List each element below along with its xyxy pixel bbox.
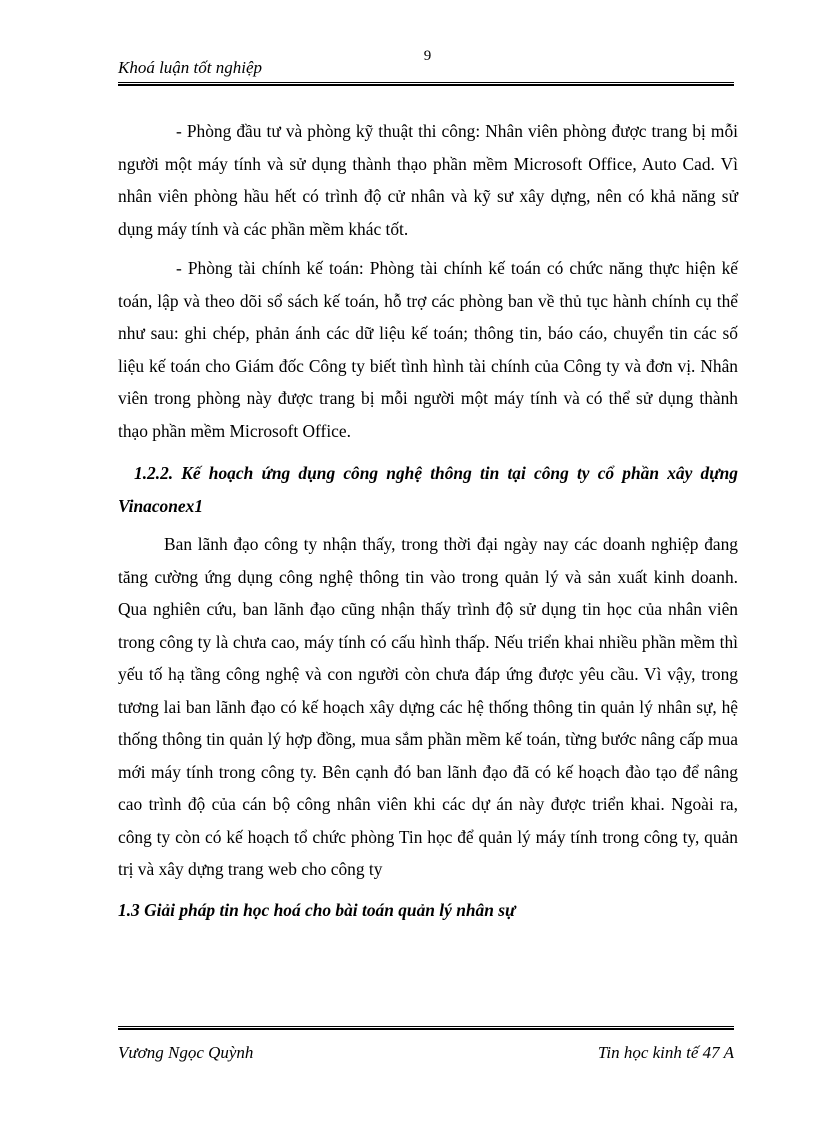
- header-title: Khoá luận tốt nghiệp: [118, 58, 263, 77]
- footer-rule: [118, 1026, 734, 1030]
- document-body: [118, 115, 738, 926]
- section-heading-1-2-2: 1.2.2. Kế hoạch ứng dụng công nghệ thông tin tại công ty cổ phần xây dựng Vinaconex1: [118, 463, 738, 516]
- section-heading-1-3: 1.3 Giải pháp tin học hoá cho bài toán quản lý nhân sự: [118, 899, 516, 920]
- header-rule: [118, 82, 734, 86]
- page-number: 9: [423, 48, 432, 64]
- paragraph-investment-department: - Phòng đầu tư và phòng kỹ thuật thi công: Nhân viên phòng được trang bị mỗi người một máy tính và sử dụng thành thạo phần mềm Microsoft Office, Auto Cad. Vì nhân viên phòng hầu hết có trình độ cử nhân và kỹ sư xây dựng, nên có khả năng sử dụng máy tính và các phần mềm khác tốt.: [118, 121, 738, 239]
- paragraph-it-plan: Ban lãnh đạo công ty nhận thấy, trong thời đại ngày nay các doanh nghiệp đang tăng cường ứng dụng công nghệ thông tin vào trong quản lý và sản xuất kinh doanh. Qua nghiên cứu, ban lãnh đạo cũng nhận thấy trình độ sử dụng tin học của nhân viên trong công ty là chưa cao, máy tính có cấu hình thấp. Nếu triển khai nhiều phần mềm thì yếu tố hạ tầng công nghệ và con người còn chưa đáp ứng được yêu cầu. Vì vậy, trong tương lai ban lãnh đạo có kế hoạch xây dựng các hệ thống thông tin quản lý nhân sự, hệ thống thông tin quản lý hợp đồng, mua sắm phần mềm kế toán, từng bước nâng cấp mua mới máy tính trong công ty. Bên cạnh đó ban lãnh đạo đã có kế hoạch đào tạo để nâng cao trình độ của cán bộ công nhân viên khi các dự án này được triển khai. Ngoài ra, công ty còn có kế hoạch tổ chức phòng Tin học để quản lý máy tính trong công ty, quản trị và xây dựng trang web cho công ty: [118, 534, 738, 879]
- footer-class: Tin học kinh tế 47 A: [597, 1043, 734, 1062]
- footer-author: Vương Ngọc Quỳnh: [118, 1043, 254, 1062]
- paragraph-finance-department: - Phòng tài chính kế toán: Phòng tài chính kế toán có chức năng thực hiện kế toán, lập và theo dõi sổ sách kế toán, hỗ trợ các phòng ban về thủ tục hành chính cụ thể như sau: ghi chép, phản ánh các dữ liệu kế toán; thông tin, báo cáo, chuyển tin các số liệu kế toán cho Giám đốc Công ty biết tình hình tài chính của Công ty và đơn vị. Nhân viên trong phòng này được trang bị mỗi người một máy tính và có thể sử dụng thành thạo phần mềm Microsoft Office.: [118, 258, 738, 441]
